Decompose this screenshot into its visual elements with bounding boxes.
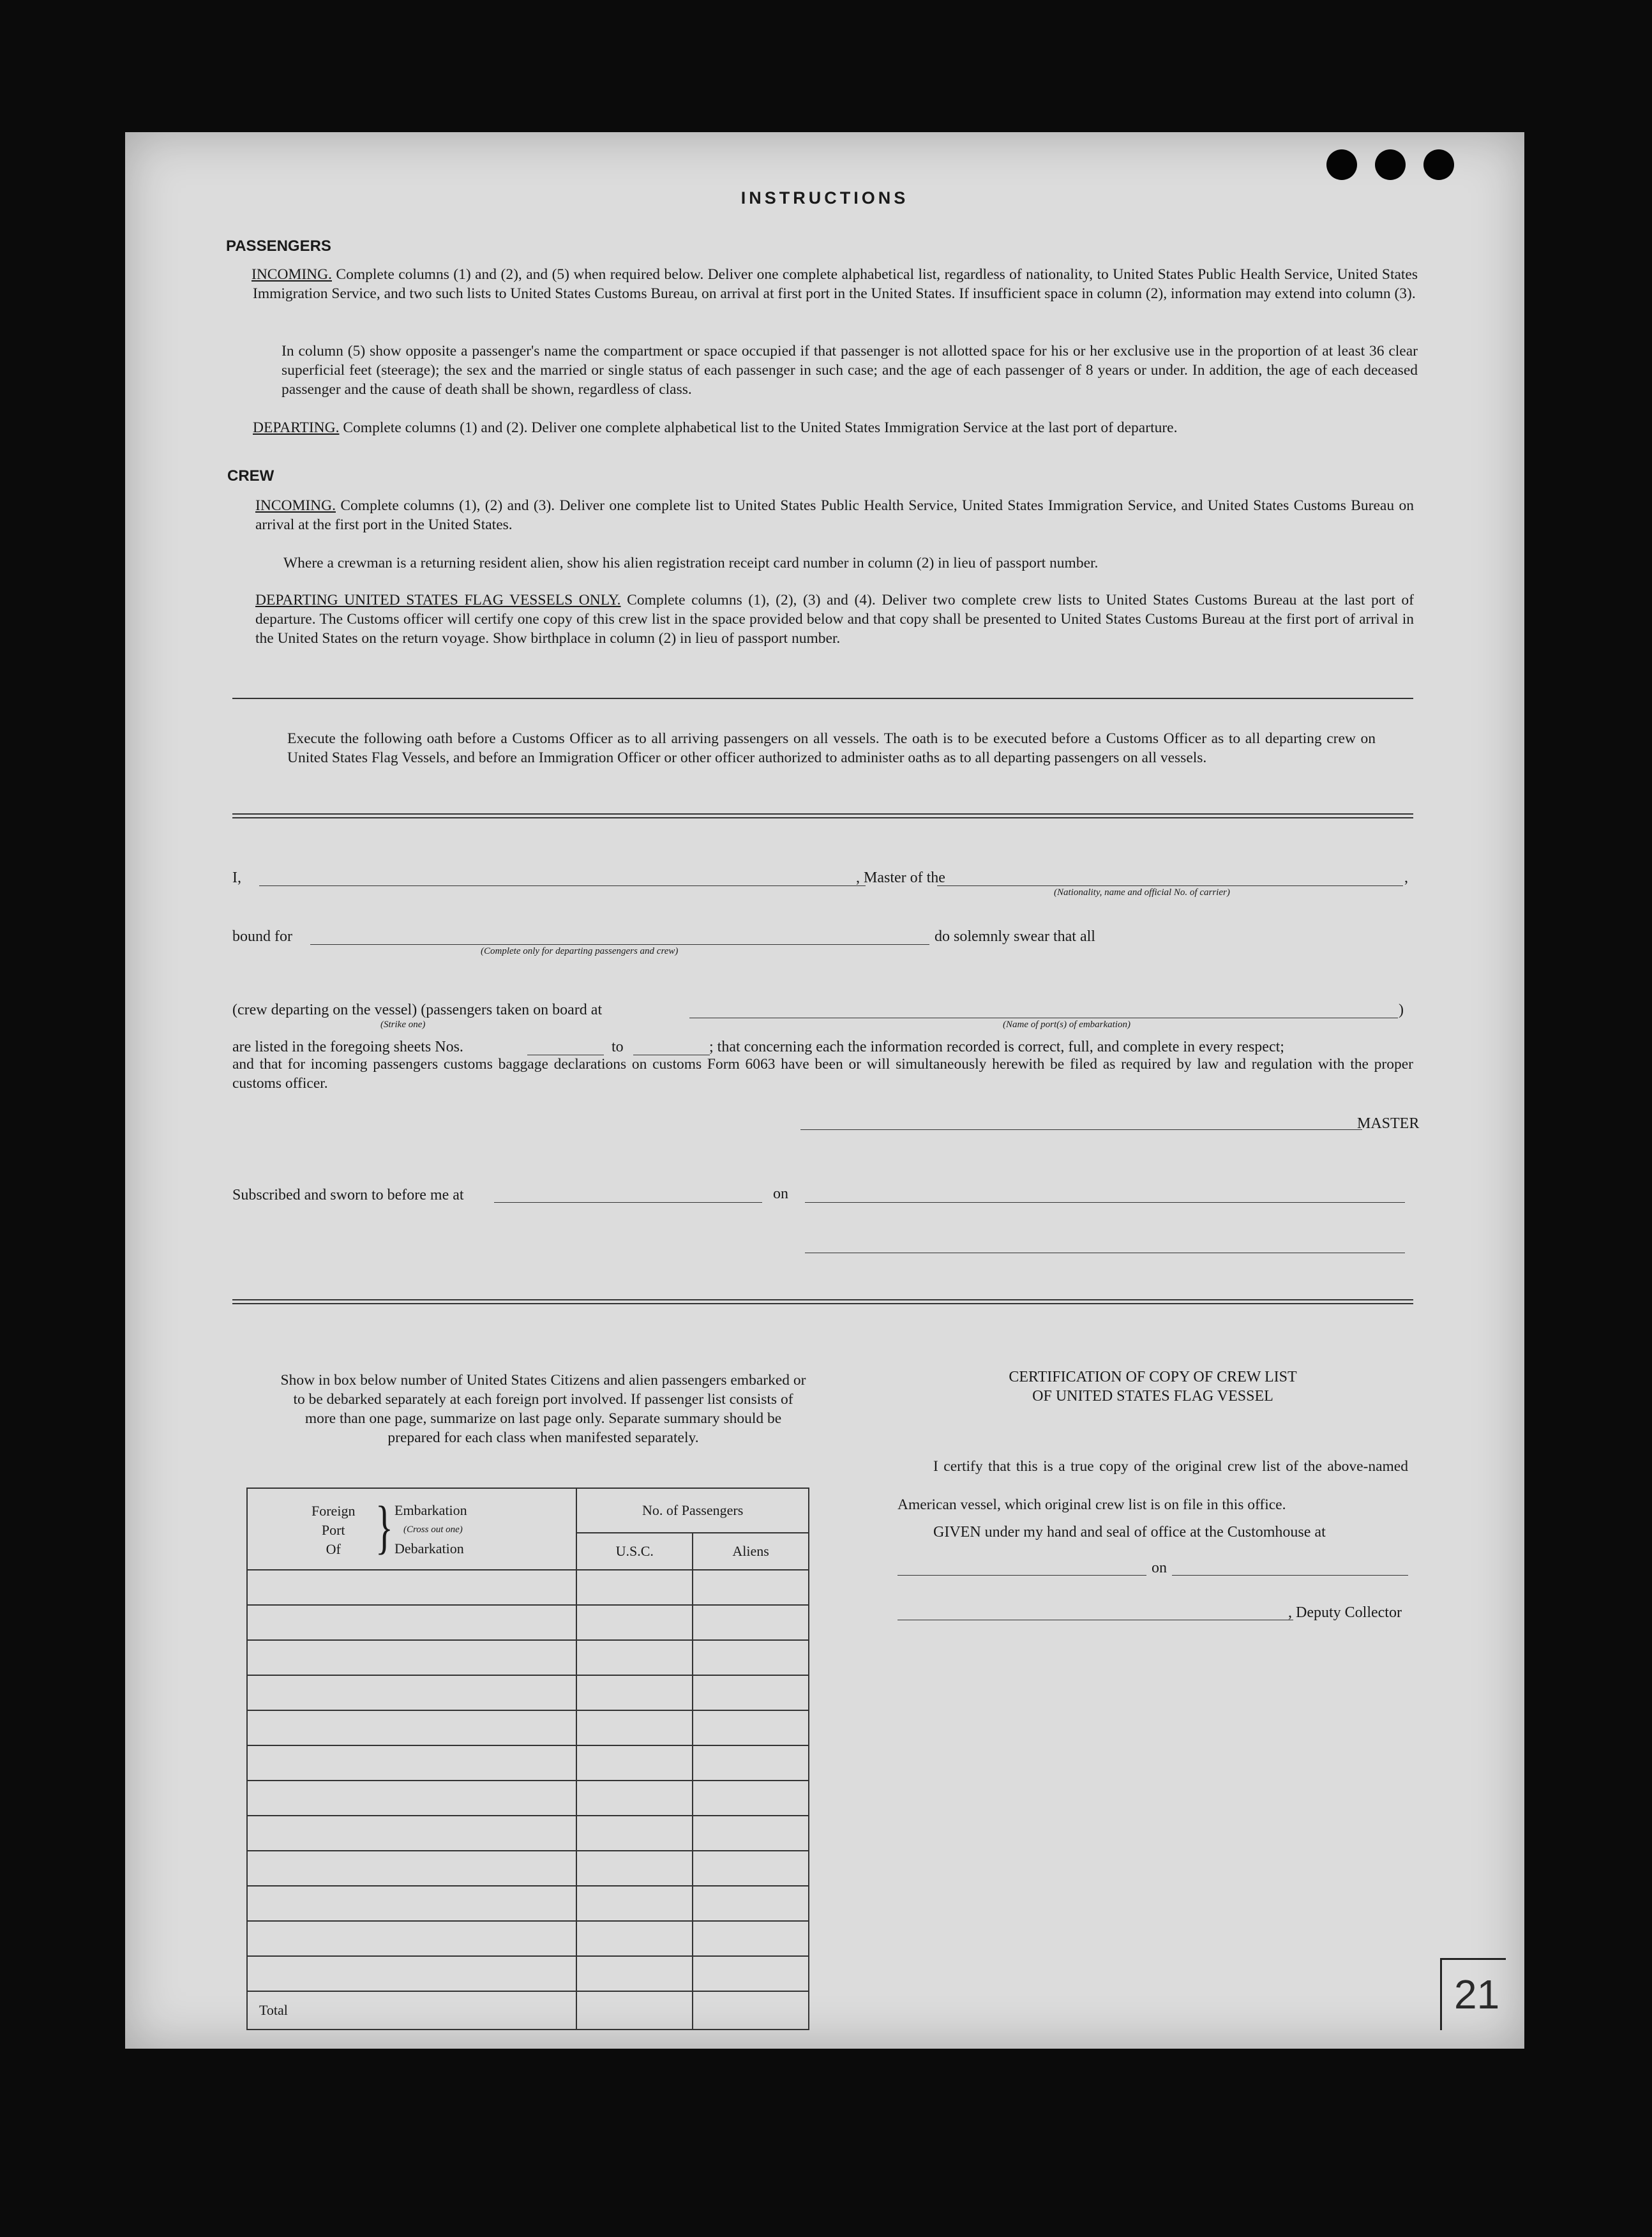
summary-row	[247, 1710, 809, 1745]
embarkation-label: Embarkation	[394, 1502, 467, 1518]
oath-i-label: I,	[232, 870, 241, 886]
baggage-text: and that for incoming passengers customs baggage declarations on customs Form 6063 have been or will simultaneously herewith be filed as required by law and regulation with the proper customs officer.	[232, 1056, 1413, 1092]
port-cell[interactable]	[247, 1640, 576, 1675]
summary-row	[247, 1570, 809, 1605]
passengers-heading: PASSENGERS	[226, 237, 331, 255]
summary-row	[247, 1745, 809, 1781]
aliens-cell[interactable]	[693, 1956, 809, 1991]
bound-for-field[interactable]	[310, 944, 929, 945]
certify-text: I certify that this is a true copy of the original crew list of the above-named American vessel, which original crew list is on file in this office.	[897, 1458, 1408, 1513]
usc-cell[interactable]	[576, 1956, 693, 1991]
double-divider	[232, 813, 1413, 818]
port-cell[interactable]	[247, 1745, 576, 1781]
aliens-cell[interactable]	[693, 1675, 809, 1710]
oath-intro: Execute the following oath before a Customs Officer as to all arriving passengers on all vessels. The oath is to be executed before a Customs Officer as to all departing crew on United States Flag Vessels, and before an Immigration Officer or other officer authorized to administer oaths as to all departing passengers on all vessels.	[287, 730, 1376, 766]
of-label: Of	[326, 1541, 341, 1557]
double-divider	[232, 1299, 1413, 1304]
subscribed-on-label: on	[773, 1186, 788, 1202]
solemnly-swear: do solemnly swear that all	[935, 928, 1095, 945]
subscribed-place-field[interactable]	[494, 1202, 762, 1203]
port-cell[interactable]	[247, 1781, 576, 1816]
complete-only-caption: (Complete only for departing passengers and crew)	[481, 946, 679, 956]
usc-cell[interactable]	[576, 1816, 693, 1851]
comma: ,	[1404, 870, 1408, 886]
strike-one-caption: (Strike one)	[380, 1020, 426, 1030]
total-label-cell	[247, 1991, 576, 2030]
listed-post: ; that concerning each the information recorded is correct, full, and complete in every respect;	[709, 1039, 1284, 1055]
port-cell[interactable]	[247, 1886, 576, 1921]
crew-departing-strike: (crew departing on the vessel) (passengers taken on board at	[232, 1002, 603, 1018]
subscribed-label: Subscribed and sworn to before me at	[232, 1187, 464, 1203]
cross-out-caption: (Cross out one)	[403, 1525, 463, 1535]
usc-cell[interactable]	[576, 1921, 693, 1956]
aliens-cell[interactable]	[693, 1781, 809, 1816]
passengers-departing	[253, 418, 1418, 437]
total-label: Total	[259, 2002, 288, 2018]
certification-title	[891, 1367, 1415, 1406]
passengers-incoming-text: Complete columns (1) and (2), and (5) when required below. Deliver one complete alphabetical list, regardless of nationality, to United States Public Health Service, United States Immigration Service, and two such lists to United States Customs Bureau, on arrival at first port in the United States. If insufficient space in column (2), information may extend into column (3).	[253, 266, 1418, 302]
crew-heading: CREW	[227, 467, 274, 485]
aliens-cell[interactable]	[693, 1745, 809, 1781]
punch-hole	[1375, 149, 1406, 180]
punch-hole	[1326, 149, 1357, 180]
total-aliens-cell[interactable]	[693, 1991, 809, 2030]
port-label: Port	[321, 1522, 345, 1538]
summary-row	[247, 1851, 809, 1886]
port-header-cell	[247, 1488, 576, 1570]
aliens-cell[interactable]	[693, 1816, 809, 1851]
aliens-cell[interactable]	[693, 1886, 809, 1921]
aliens-cell[interactable]	[693, 1605, 809, 1640]
passenger-summary-table	[246, 1488, 809, 2030]
port-cell[interactable]	[247, 1605, 576, 1640]
instructions-title: INSTRUCTIONS	[740, 188, 909, 207]
listed-to: to	[612, 1039, 624, 1055]
cert-place-field[interactable]	[897, 1575, 1146, 1576]
port-cell[interactable]	[247, 1570, 576, 1605]
cert-date-field[interactable]	[1172, 1575, 1408, 1576]
passengers-incoming	[253, 265, 1418, 303]
foreign-port-of	[312, 1502, 355, 1559]
aliens-cell[interactable]	[693, 1570, 809, 1605]
master-name-field[interactable]	[259, 885, 866, 886]
crew-alien: Where a crewman is a returning resident alien, show his alien registration receipt card number in column (2) in lieu of passport number.	[283, 555, 1099, 571]
usc-cell[interactable]	[576, 1675, 693, 1710]
passengers-incoming-label: INCOMING.	[252, 266, 332, 283]
usc-cell[interactable]	[576, 1745, 693, 1781]
brace-icon: }	[375, 1493, 393, 1560]
crew-incoming-text: Complete columns (1), (2) and (3). Deliver one complete list to United States Public Health Service, United States Immigration Service, and United States Customs Bureau on arrival at the first port in the United States.	[255, 497, 1414, 533]
crew-incoming	[255, 496, 1414, 534]
summary-row	[247, 1781, 809, 1816]
summary-instructions: Show in box below number of United States Citizens and alien passengers embarked or to be debarked separately at each foreign port involved. If passenger list consists of more than one page, summarize on last page only. Separate summary should be prepared for each class when manifested separately.	[280, 1372, 806, 1446]
deputy-collector-label: , Deputy Collector	[1288, 1604, 1402, 1621]
aliens-cell[interactable]	[693, 1851, 809, 1886]
summary-row	[247, 1640, 809, 1675]
aliens-cell[interactable]	[693, 1710, 809, 1745]
port-cell[interactable]	[247, 1921, 576, 1956]
aliens-header: Aliens	[693, 1533, 809, 1570]
summary-row	[247, 1956, 809, 1991]
passengers-column5: In column (5) show opposite a passenger's name the compartment or space occupied if that passenger is not allotted space for his or her exclusive use in the proportion of at least 36 clear superficial feet (steerage); the sex and the married or single status of each passenger in such case; and the age of each passenger of 8 years or under. In addition, the age of each deceased passenger and the cause of death shall be shown, regardless of class.	[282, 343, 1418, 398]
aliens-cell[interactable]	[693, 1640, 809, 1675]
handwritten-page-number: 21	[1454, 1971, 1500, 2017]
bound-for-label: bound for	[232, 928, 292, 945]
usc-cell[interactable]	[576, 1851, 693, 1886]
form-page	[125, 132, 1524, 2049]
given-text: GIVEN under my hand and seal of office at the Customhouse at	[933, 1524, 1326, 1540]
divider	[232, 698, 1413, 699]
summary-rows	[247, 1570, 809, 1991]
usc-cell[interactable]	[576, 1781, 693, 1816]
usc-header: U.S.C.	[576, 1533, 693, 1570]
close-paren: )	[1399, 1002, 1404, 1018]
port-cell[interactable]	[247, 1956, 576, 1991]
usc-cell[interactable]	[576, 1640, 693, 1675]
port-cell[interactable]	[247, 1675, 576, 1710]
usc-cell[interactable]	[576, 1570, 693, 1605]
carrier-field[interactable]	[937, 885, 1403, 886]
summary-row	[247, 1921, 809, 1956]
summary-row	[247, 1886, 809, 1921]
summary-row	[247, 1675, 809, 1710]
punch-hole	[1423, 149, 1454, 180]
passengers-departing-label: DEPARTING.	[253, 419, 340, 436]
crew-departing-text: Complete columns (1), (2), (3) and (4). Deliver two complete crew lists to United States Customs Bureau at the last port of departure. The Customs officer will certify one copy of this crew list in the space provided below and that copy shall be presented to United States Customs Bureau at the first port of arrival in the United States on the return voyage. Show birthplace in column (2) in lieu of passport number.	[255, 592, 1414, 647]
master-signature-field[interactable]	[800, 1129, 1362, 1130]
usc-cell[interactable]	[576, 1886, 693, 1921]
aliens-cell[interactable]	[693, 1921, 809, 1956]
usc-cell[interactable]	[576, 1710, 693, 1745]
port-cell[interactable]	[247, 1710, 576, 1745]
subscribed-date-field[interactable]	[805, 1202, 1405, 1203]
foreign-label: Foreign	[312, 1503, 356, 1519]
usc-cell[interactable]	[576, 1605, 693, 1640]
crew-incoming-label: INCOMING.	[255, 497, 336, 514]
listed-pre: are listed in the foregoing sheets Nos.	[232, 1039, 463, 1055]
certification-title-line2: OF UNITED STATES FLAG VESSEL	[1032, 1388, 1273, 1405]
certification-title-line1: CERTIFICATION OF COPY OF CREW LIST	[1009, 1369, 1297, 1385]
summary-row	[247, 1605, 809, 1640]
port-cell[interactable]	[247, 1816, 576, 1851]
total-usc-cell[interactable]	[576, 1991, 693, 2030]
summary-row	[247, 1816, 809, 1851]
master-label: MASTER	[1357, 1115, 1420, 1132]
crew-departing	[255, 591, 1414, 648]
embark-debark	[394, 1501, 467, 1558]
ports-caption: (Name of port(s) of embarkation)	[1003, 1020, 1130, 1030]
carrier-caption: (Nationality, name and official No. of carrier)	[1054, 887, 1230, 898]
master-of-the: , Master of the	[856, 870, 945, 886]
port-cell[interactable]	[247, 1851, 576, 1886]
debarkation-label: Debarkation	[394, 1540, 464, 1556]
passengers-departing-text: Complete columns (1) and (2). Deliver one complete alphabetical list to the United States Immigration Service at the last port of departure.	[343, 419, 1178, 436]
no-of-passengers-header: No. of Passengers	[576, 1488, 809, 1533]
crew-departing-label: DEPARTING UNITED STATES FLAG VESSELS ONLY.	[255, 592, 621, 608]
cert-on-label: on	[1152, 1560, 1167, 1576]
